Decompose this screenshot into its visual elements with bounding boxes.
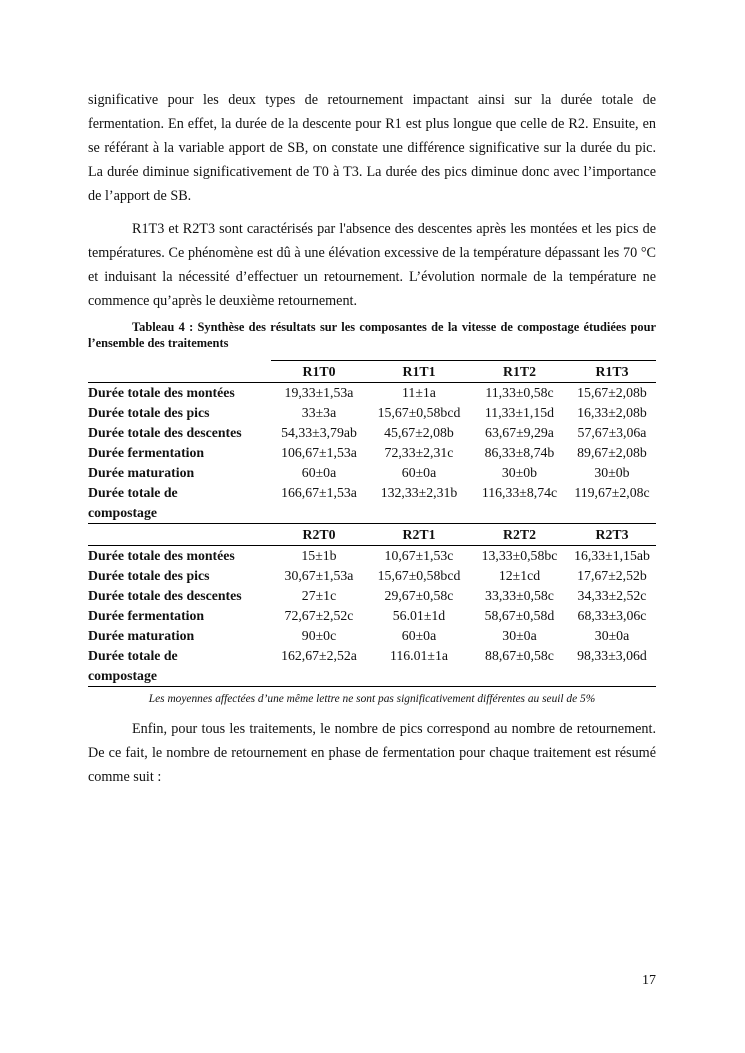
table-cell: 162,67±2,52a	[281, 648, 357, 663]
table-cell: 166,67±1,53a	[281, 485, 357, 500]
header-cell: R1T2	[471, 361, 568, 383]
row-label: Durée totale de	[88, 485, 178, 500]
row-label-continuation: compostage	[88, 666, 271, 687]
row-label: Durée totale de	[88, 648, 178, 663]
table-cell: 30±0a	[502, 628, 537, 643]
row-label: Durée fermentation	[88, 445, 205, 460]
table-cell: 12±1cd	[498, 568, 541, 583]
row-label: Durée totale des pics	[88, 405, 210, 420]
page-body	[88, 88, 656, 789]
table-row	[88, 626, 656, 646]
header-cell: R2T1	[367, 524, 471, 546]
table-cell: 29,67±0,58c	[384, 588, 454, 603]
header-blank-cell	[88, 524, 271, 546]
row-label: Durée fermentation	[88, 608, 205, 623]
header-cell: R2T0	[271, 524, 367, 546]
table-row	[88, 546, 656, 567]
table-cell: 30±0b	[594, 465, 630, 480]
table-cell: 15,67±0,58bcd	[377, 405, 461, 420]
table-cell: 116.01±1a	[389, 648, 449, 663]
table-cell: 16,33±1,15ab	[574, 548, 650, 563]
table-cell: 45,67±2,08b	[384, 425, 454, 440]
table-cell: 72,67±2,52c	[284, 608, 354, 623]
table-cell: 60±0a	[301, 465, 337, 480]
row-label: Durée totale des descentes	[88, 425, 242, 440]
table-cell: 58,67±0,58d	[484, 608, 555, 623]
table-cell: 63,67±9,29a	[485, 425, 554, 440]
table-cell: 19,33±1,53a	[284, 385, 354, 400]
header-blank-cell	[88, 361, 271, 383]
table-cell: 57,67±3,06a	[577, 425, 647, 440]
table-cell: 16,33±2,08b	[577, 405, 647, 420]
paragraph-2: R1T3 et R2T3 sont caractérisés par l'absence des descentes après les montées et les pics de températures. Ce phénomène est dû à une élévation excessive de la température dépassant les 70 °C et induisant la nécessité d’effectuer un retournement. L’évolution normale de la température ne commence qu’après le deuxième retournement.	[88, 221, 656, 309]
table-row	[88, 423, 656, 443]
row-label: Durée totale des descentes	[88, 588, 242, 603]
table-cell: 11,33±0,58c	[485, 385, 554, 400]
table-cell: 34,33±2,52c	[577, 588, 647, 603]
table-cell: 106,67±1,53a	[281, 445, 357, 460]
table-caption: Tableau 4 : Synthèse des résultats sur les composantes de la vitesse de compostage étudiées pour l’ensemble des traitements	[88, 320, 656, 350]
table-cell: 89,67±2,08b	[577, 445, 647, 460]
table-cell: 132,33±2,31b	[380, 485, 458, 500]
table-cell: 10,67±1,53c	[384, 548, 454, 563]
table-cell: 86,33±8,74b	[484, 445, 555, 460]
table-cell: 11±1a	[402, 385, 436, 400]
table-row	[88, 383, 656, 404]
row-label: Durée totale des montées	[88, 548, 235, 563]
table-cell: 98,33±3,06d	[577, 648, 647, 663]
table-cell: 30±0a	[594, 628, 630, 643]
table-cell: 27±1c	[301, 588, 337, 603]
table-row	[88, 443, 656, 463]
header-cell: R1T3	[568, 361, 656, 383]
table-cell: 33,33±0,58c	[485, 588, 554, 603]
table-cell: 60±0a	[401, 628, 437, 643]
table-row	[88, 463, 656, 483]
row-label: Durée maturation	[88, 628, 195, 643]
table-cell: 119,67±2,08c	[574, 485, 650, 500]
results-table	[88, 360, 656, 687]
table-cell: 11,33±1,15d	[484, 405, 555, 420]
table-row-continuation	[88, 666, 656, 687]
table-note: Les moyennes affectées d’une même lettre ne sont pas significativement différentes au seuil de 5%	[148, 693, 596, 705]
table-cell: 68,33±3,06c	[577, 608, 647, 623]
row-label: Durée maturation	[88, 465, 195, 480]
table-cell: 15,67±2,08b	[577, 385, 647, 400]
header-cell: R1T0	[271, 361, 367, 383]
table-row	[88, 646, 656, 666]
table-header-r2	[88, 524, 656, 546]
table-row	[88, 403, 656, 423]
table-cell: 56.01±1d	[392, 608, 446, 623]
table-cell: 54,33±3,79ab	[281, 425, 357, 440]
page-number: 17	[642, 973, 656, 988]
table-row	[88, 483, 656, 503]
table-cell: 30,67±1,53a	[284, 568, 354, 583]
table-cell: 30±0b	[501, 465, 538, 480]
paragraph-3: Enfin, pour tous les traitements, le nombre de pics correspond au nombre de retournement. De ce fait, le nombre de retournement en phase de fermentation pour chaque traitement est résumé comme suit :	[88, 721, 656, 785]
table-row	[88, 566, 656, 586]
table-cell: 17,67±2,52b	[577, 568, 647, 583]
row-label-continuation: compostage	[88, 505, 157, 520]
table-cell: 15,67±0,58bcd	[377, 568, 461, 583]
table-cell: 88,67±0,58c	[485, 648, 554, 663]
table-cell: 90±0c	[301, 628, 337, 643]
paragraph-1: significative pour les deux types de retournement impactant ainsi sur la durée totale de fermentation. En effet, la durée de la descente pour R1 est plus longue que celle de R2. Ensuite, en se référant à la variable apport de SB, on constate une différence significative sur la durée du pic. La durée diminue significativement de T0 à T3. La durée des pics diminue donc avec l’importance de l’apport de SB.	[88, 92, 656, 204]
row-label: Durée totale des montées	[88, 385, 235, 400]
header-cell: R2T3	[568, 524, 656, 546]
table-cell: 72,33±2,31c	[384, 445, 454, 460]
header-cell: R2T2	[471, 524, 568, 546]
header-cell: R1T1	[367, 361, 471, 383]
table-row	[88, 586, 656, 606]
table-row-continuation	[88, 503, 656, 524]
table-cell: 116,33±8,74c	[481, 485, 558, 500]
table-header-r1	[88, 361, 656, 383]
table-cell: 15±1b	[301, 548, 337, 563]
table-cell: 13,33±0,58bc	[481, 548, 558, 563]
table-cell: 33±3a	[301, 405, 337, 420]
row-label: Durée totale des pics	[88, 568, 210, 583]
table-row	[88, 606, 656, 626]
table-cell: 60±0a	[401, 465, 437, 480]
